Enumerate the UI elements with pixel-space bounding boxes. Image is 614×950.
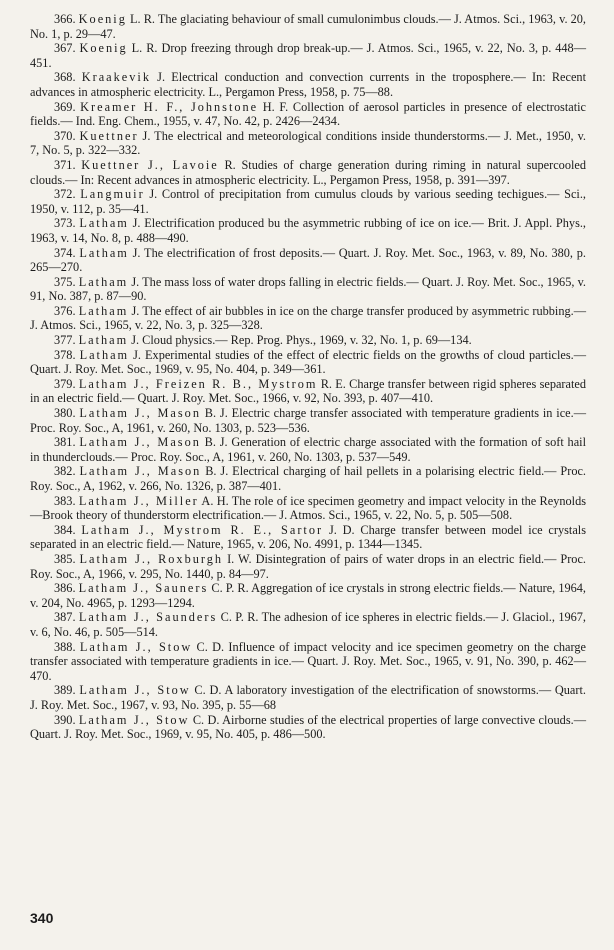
reference-number: 377.: [54, 333, 76, 348]
reference-authors: Latham: [78, 333, 129, 348]
reference-details: L. R. The glaciating behaviour of small cumulonimbus clouds.— J. Atmos. Sci., 1963, v. 20, No. 1, p. 29—47.: [30, 12, 587, 41]
reference-authors: Latham J., Roxburgh: [79, 551, 224, 566]
reference-number: 375.: [54, 274, 76, 289]
reference-entry: [30, 406, 586, 435]
reference-details: J. The electrification of frost deposits.— Quart. J. Roy. Met. Soc., 1963, v. 89, No. 380, p. 265—270.: [30, 245, 586, 275]
reference-authors: Latham: [78, 303, 129, 318]
reference-list: [30, 12, 586, 742]
reference-authors: Kreamer H. F., Johnstone: [80, 99, 259, 114]
reference-number: 369.: [54, 99, 76, 114]
reference-details: J. The electrical and meteorological conditions inside thunderstorms.— J. Met., 1950, v. 7, No. 5, p. 322—332.: [30, 128, 587, 158]
reference-details: R. Studies of charge generation during riming in natural supercooled clouds.— In: Recent advances in atmospheric electricity. L., Pergamon Press, 1958, p. 391—397.: [30, 157, 587, 187]
reference-details: C. P. R. Aggregation of ice crystals in strong electric fields.— Nature, 1964, v. 204, No. 4965, p. 1293—1294.: [30, 581, 587, 610]
reference-entry: [30, 348, 586, 377]
reference-entry: [30, 187, 586, 216]
reference-entry: [30, 246, 586, 275]
reference-number: 372.: [54, 187, 76, 202]
reference-authors: Latham J., Saunders: [78, 610, 218, 625]
reference-entry: [30, 640, 586, 684]
reference-details: J. Control of precipitation from cumulus clouds by various seeding techigues.— Sci., 1950, v. 112, p. 35—41.: [30, 187, 586, 216]
reference-authors: Latham J., Mason: [79, 464, 202, 479]
reference-entry: [30, 12, 586, 41]
reference-details: R. E. Charge transfer between rigid spheres separated in an electric field.— Quart. J. Roy. Met. Soc., 1966, v. 92, No. 393, p. 407—410.: [30, 376, 586, 406]
reference-authors: Latham: [79, 347, 130, 362]
reference-number: 366.: [54, 12, 76, 26]
reference-entry: [30, 581, 586, 610]
reference-entry: [30, 129, 586, 158]
reference-entry: [30, 216, 586, 245]
reference-number: 390.: [54, 712, 76, 727]
reference-authors: Latham J., Stow: [79, 639, 193, 654]
reference-number: 373.: [54, 216, 76, 231]
reference-authors: Latham J., Miller: [78, 493, 199, 508]
reference-entry: [30, 610, 586, 639]
reference-authors: Koenig: [78, 12, 127, 26]
reference-authors: Koenig: [79, 41, 128, 56]
reference-authors: Kraakevik: [81, 70, 151, 85]
reference-number: 381.: [54, 435, 76, 450]
reference-entry: [30, 464, 586, 493]
reference-number: 382.: [54, 464, 76, 479]
reference-authors: Latham: [79, 245, 129, 260]
reference-number: 387.: [54, 610, 76, 625]
reference-authors: Latham J., Sauners: [78, 581, 209, 596]
reference-details: B. J. Electrical charging of hail pellets in a polarising electric field.— Proc. Roy. Soc., A, 1962, v. 266, No. 1326, p. 387—401.: [30, 464, 586, 493]
reference-authors: Langmuir: [80, 187, 145, 202]
reference-entry: [30, 100, 586, 129]
reference-number: 379.: [54, 376, 76, 391]
reference-details: J. Electrification produced bu the asymmetric rubbing of ice on ice.— Brit. J. Appl. Phys., 1963, v. 14, No. 8, p. 488—490.: [30, 216, 586, 245]
reference-entry: [30, 333, 586, 348]
reference-details: B. J. Generation of electric charge associated with the formation of soft hail in thunderclouds.— Proc. Roy. Soc., A, 1961, v. 260, No. 1303, p. 537—549.: [30, 435, 586, 464]
reference-details: J. The mass loss of water drops falling in electric fields.— Quart. J. Roy. Met. Soc., 1965, v. 91, No. 387, p. 87—90.: [30, 274, 586, 304]
reference-details: C. D. Airborne studies of the electrical properties of large convective clouds.— Quart. J. Roy. Met. Soc., 1969, v. 95, No. 405, p. 486—500.: [30, 712, 586, 742]
reference-details: C. D. A laboratory investigation of the electrification of snowstorms.— Quart. J. Roy. Met. Soc., 1967, v. 93, No. 395, p. 55—68: [30, 683, 586, 712]
reference-authors: Latham J., Stow: [79, 683, 191, 698]
reference-details: J. Experimental studies of the effect of electric fields on the growths of cloud particles.— Quart. J. Roy. Met. Soc., 1969, v. 95, No. 404, p. 349—361.: [30, 347, 586, 377]
reference-authors: Kuettner J., Lavoie: [81, 157, 219, 172]
reference-entry: [30, 713, 586, 742]
reference-entry: [30, 275, 586, 304]
reference-entry: [30, 552, 586, 581]
reference-details: C. D. Influence of impact velocity and ice specimen geometry on the charge transfer associated with temperature gradients in ice.— Quart. J. Roy. Met. Soc., 1965, v. 91, No. 390, p. 462—470.: [30, 639, 586, 683]
reference-entry: [30, 70, 586, 99]
reference-authors: Latham J., Mystrom R. E., Sartor: [81, 522, 324, 537]
reference-number: 368.: [54, 70, 76, 85]
reference-authors: Latham J., Mason: [79, 435, 201, 450]
reference-details: I. W. Disintegration of pairs of water drops in an electric field.— Proc. Roy. Soc., A, 1966, v. 295, No. 1440, p. 84—97.: [30, 551, 586, 581]
page-number: 340: [30, 910, 54, 926]
reference-number: 388.: [54, 639, 76, 654]
reference-entry: [30, 435, 586, 464]
reference-details: C. P. R. The adhesion of ice spheres in electric fields.— J. Glaciol., 1967, v. 6, No. 46, p. 505—514.: [30, 610, 586, 639]
reference-number: 383.: [54, 493, 76, 508]
reference-details: A. H. The role of ice specimen geometry and impact velocity in the Reynolds—Brook theory of thunderstorm electrification.— J. Atmos. Sci., 1965, v. 22, No. 5, p. 505—508.: [30, 493, 587, 523]
reference-entry: [30, 683, 586, 712]
reference-number: 370.: [54, 128, 76, 143]
reference-details: J. Cloud physics.— Rep. Prog. Phys., 1969, v. 32, No. 1, p. 69—134.: [128, 333, 472, 348]
reference-details: L. R. Drop freezing through drop break-up.— J. Atmos. Sci., 1965, v. 22, No. 3, p. 448—451.: [30, 41, 586, 70]
reference-number: 376.: [54, 303, 76, 318]
reference-authors: Latham J., Freizen R. B., Mystrom: [78, 376, 318, 391]
reference-details: H. F. Collection of aerosol particles in presence of electrostatic fields.— Ind. Eng. Chem., 1955, v. 47, No. 42, p. 2426—2434.: [30, 99, 587, 129]
reference-number: 367.: [54, 41, 76, 56]
reference-entry: [30, 523, 586, 552]
reference-entry: [30, 41, 586, 70]
reference-number: 378.: [54, 347, 76, 362]
reference-authors: Kuettner: [79, 128, 139, 143]
reference-number: 380.: [54, 406, 76, 421]
reference-entry: [30, 377, 586, 406]
reference-entry: [30, 494, 586, 523]
reference-number: 389.: [54, 683, 76, 698]
reference-entry: [30, 158, 586, 187]
reference-number: 386.: [54, 581, 76, 596]
reference-authors: Latham J., Stow: [78, 712, 190, 727]
reference-authors: Latham J., Mason: [79, 406, 201, 421]
reference-details: J. The effect of air bubbles in ice on the charge transfer produced by asymmetric rubbing.— J. Atmos. Sci., 1965, v. 22, No. 3, p. 325—328.: [30, 303, 586, 333]
reference-authors: Latham: [78, 274, 129, 289]
reference-entry: [30, 304, 586, 333]
reference-number: 371.: [54, 157, 76, 172]
reference-details: J. Electrical conduction and convection currents in the troposphere.— In: Recent advances in atmospheric electricity. L., Pergamon Press, 1958, p. 75—88.: [30, 70, 586, 99]
reference-details: B. J. Electric charge transfer associated with temperature gradients in ice.— Proc. Roy. Soc., A, 1961, v. 260, No. 1303, p. 523—536.: [30, 406, 586, 435]
reference-number: 384.: [54, 522, 76, 537]
reference-number: 374.: [54, 245, 76, 260]
reference-authors: Latham: [79, 216, 129, 231]
reference-details: J. D. Charge transfer between model ice crystals separated in an electric field.— Nature, 1965, v. 206, No. 4991, p. 1344—1345.: [30, 522, 587, 552]
reference-number: 385.: [54, 551, 76, 566]
